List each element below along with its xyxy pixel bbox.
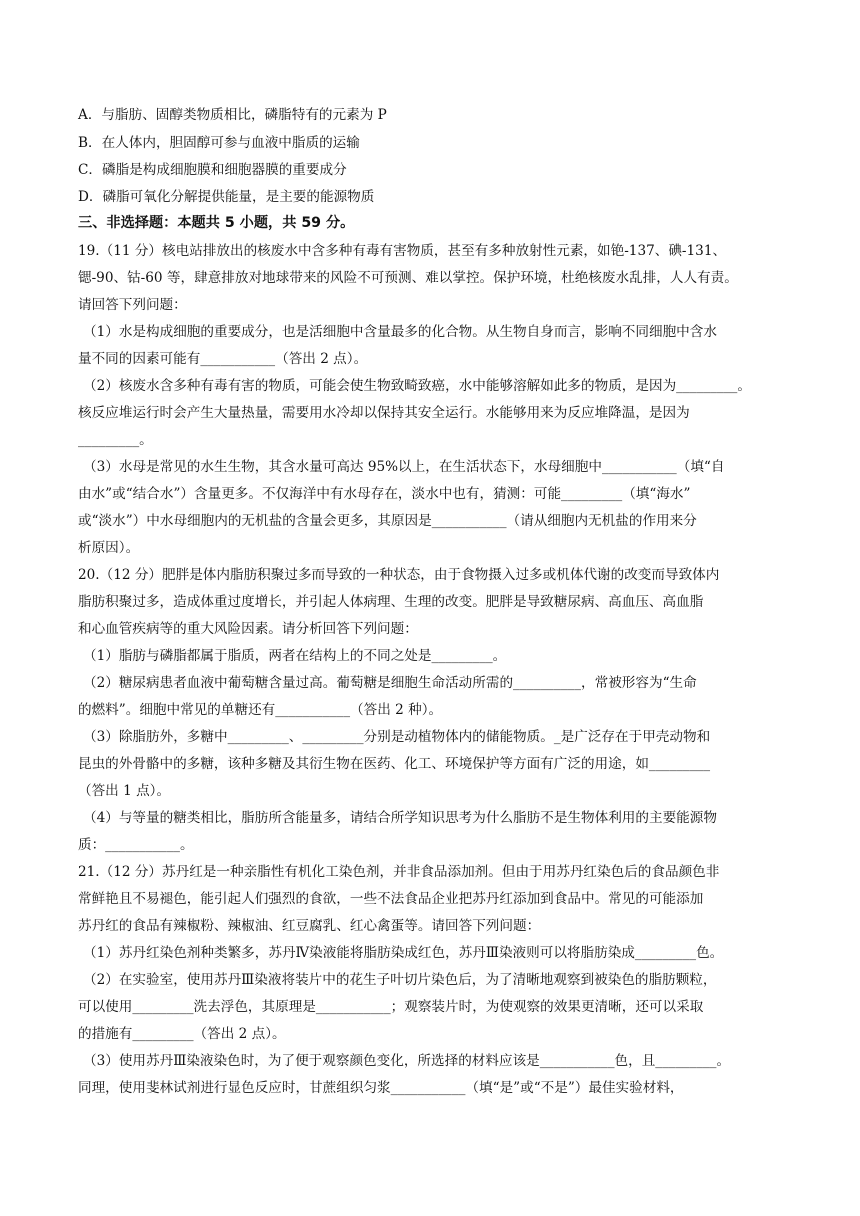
option-a: A．与脂肪、固醇类物质相比，磷脂特有的元素为 P — [78, 107, 387, 123]
q20-line: （答出 1 点）。 — [78, 783, 171, 799]
q21-line: （2）在实验室，使用苏丹Ⅲ染液将装片中的花生子叶切片染色后，为了清晰地观察到被染色的脂肪颗粒， — [83, 972, 717, 988]
option-c: C．磷脂是构成细胞膜和细胞器膜的重要成分 — [78, 162, 347, 178]
option-d: D．磷脂可氧化分解提供能量，是主要的能源物质 — [78, 189, 375, 205]
q19-line: 锶-90、钴-60 等，肆意排放对地球带来的风险不可预测、难以掌控。保护环境，杜绝核废水乱排，人人有责。 — [78, 270, 738, 286]
q19-line: （3）水母是常见的水生生物，其含水量可高达 95%以上，在生活状态下，水母细胞中___________（填“自 — [83, 459, 725, 475]
q21-line: 21.（12 分）苏丹红是一种亲脂性有机化工染色剂，并非食品添加剂。但由于用苏丹红染色后的食品颜色非 — [78, 864, 720, 880]
q20-line: 20.（12 分）肥胖是体内脂肪积聚过多而导致的一种状态，由于食物摄入过多或机体代谢的改变而导致体内 — [78, 567, 720, 583]
q20-line: 和心血管疾病等的重大风险因素。请分析回答下列问题： — [78, 621, 418, 637]
q20-line: 的燃料”。细胞中常见的单糖还有___________（答出 2 种）。 — [78, 702, 443, 718]
q19-line: 析原因）。 — [78, 540, 140, 556]
q20-line: 脂肪积聚过多，造成体重过度增长，并引起人体病理、生理的改变。肥胖是导致糖尿病、高血压、高血脂 — [78, 594, 704, 610]
q19-line: 量不同的因素可能有___________（答出 2 点）。 — [78, 351, 368, 367]
q20-line: 质：___________。 — [78, 837, 194, 853]
q21-line: 苏丹红的食品有辣椒粉、辣椒油、红豆腐乳、红心禽蛋等。请回答下列问题： — [78, 918, 541, 934]
q21-line: （3）使用苏丹Ⅲ染液染色时，为了便于观察颜色变化，所选择的材料应该是___________色，且_________。 — [83, 1053, 731, 1069]
q20-line: （4）与等量的糖类相比，脂肪所含能量多，请结合所学知识思考为什么脂肪不是生物体利用的主要能源物 — [83, 810, 717, 826]
q21-line: 可以使用_________洗去浮色，其原理是___________；观察装片时，为使观察的效果更清晰，还可以采取 — [78, 999, 704, 1015]
q19-line: （2）核废水含多种有毒有害的物质，可能会使生物致畸致癌，水中能够溶解如此多的物质，是因为_________。 — [83, 378, 751, 394]
q19-line: _________。 — [78, 432, 153, 448]
q21-line: 同理，使用斐林试剂进行显色反应时，甘蔗组织匀浆___________（填“是”或“不是”）最佳实验材料， — [78, 1080, 684, 1096]
q19-line: 由水”或“结合水”）含量更多。不仅海洋中有水母存在，淡水中也有，猜测：可能_________（填“海水” — [78, 486, 691, 502]
q20-line: （1）脂肪与磷脂都属于脂质，两者在结构上的不同之处是_________。 — [83, 648, 507, 664]
q19-line: 或“淡水”）中水母细胞内的无机盐的含量会更多，其原因是___________（请从细胞内无机盐的作用来分 — [78, 513, 697, 529]
q19-line: 19.（11 分）核电站排放出的核废水中含多种有毒有害物质，甚至有多种放射性元素，如铯-137、碘-131、 — [78, 243, 727, 259]
q21-line: 常鲜艳且不易褪色，能引起人们强烈的食欲，一些不法食品企业把苏丹红添加到食品中。常见的可能添加 — [78, 891, 704, 907]
q19-line: 核反应堆运行时会产生大量热量，需要用水冷却以保持其安全运行。水能够用来为反应堆降温，是因为 — [78, 405, 690, 421]
section-title: 三、非选择题：本题共 5 小题，共 59 分。 — [78, 215, 355, 231]
option-b: B．在人体内，胆固醇可参与血液中脂质的运输 — [78, 135, 360, 151]
q19-line: 请回答下列问题： — [78, 297, 187, 313]
q20-line: 昆虫的外骨骼中的多糖，该种多糖及其衍生物在医药、化工、环境保护等方面有广泛的用途，如_________ — [78, 756, 711, 772]
q20-line: （2）糖尿病患者血液中葡萄糖含量过高。葡萄糖是细胞生命活动所需的__________，常被形容为“生命 — [83, 675, 697, 691]
q19-line: （1）水是构成细胞的重要成分，也是活细胞中含量最多的化合物。从生物自身而言，影响不同细胞中含水 — [83, 324, 717, 340]
q21-line: 的措施有_________（答出 2 点）。 — [78, 1026, 286, 1042]
q21-line: （1）苏丹红染色剂种类繁多，苏丹Ⅳ染液能将脂肪染成红色，苏丹Ⅲ染液则可以将脂肪染成_________色。 — [83, 945, 724, 961]
q20-line: （3）除脂肪外，多糖中_________、_________分别是动植物体内的储能物质。_是广泛存在于甲壳动物和 — [83, 729, 711, 745]
